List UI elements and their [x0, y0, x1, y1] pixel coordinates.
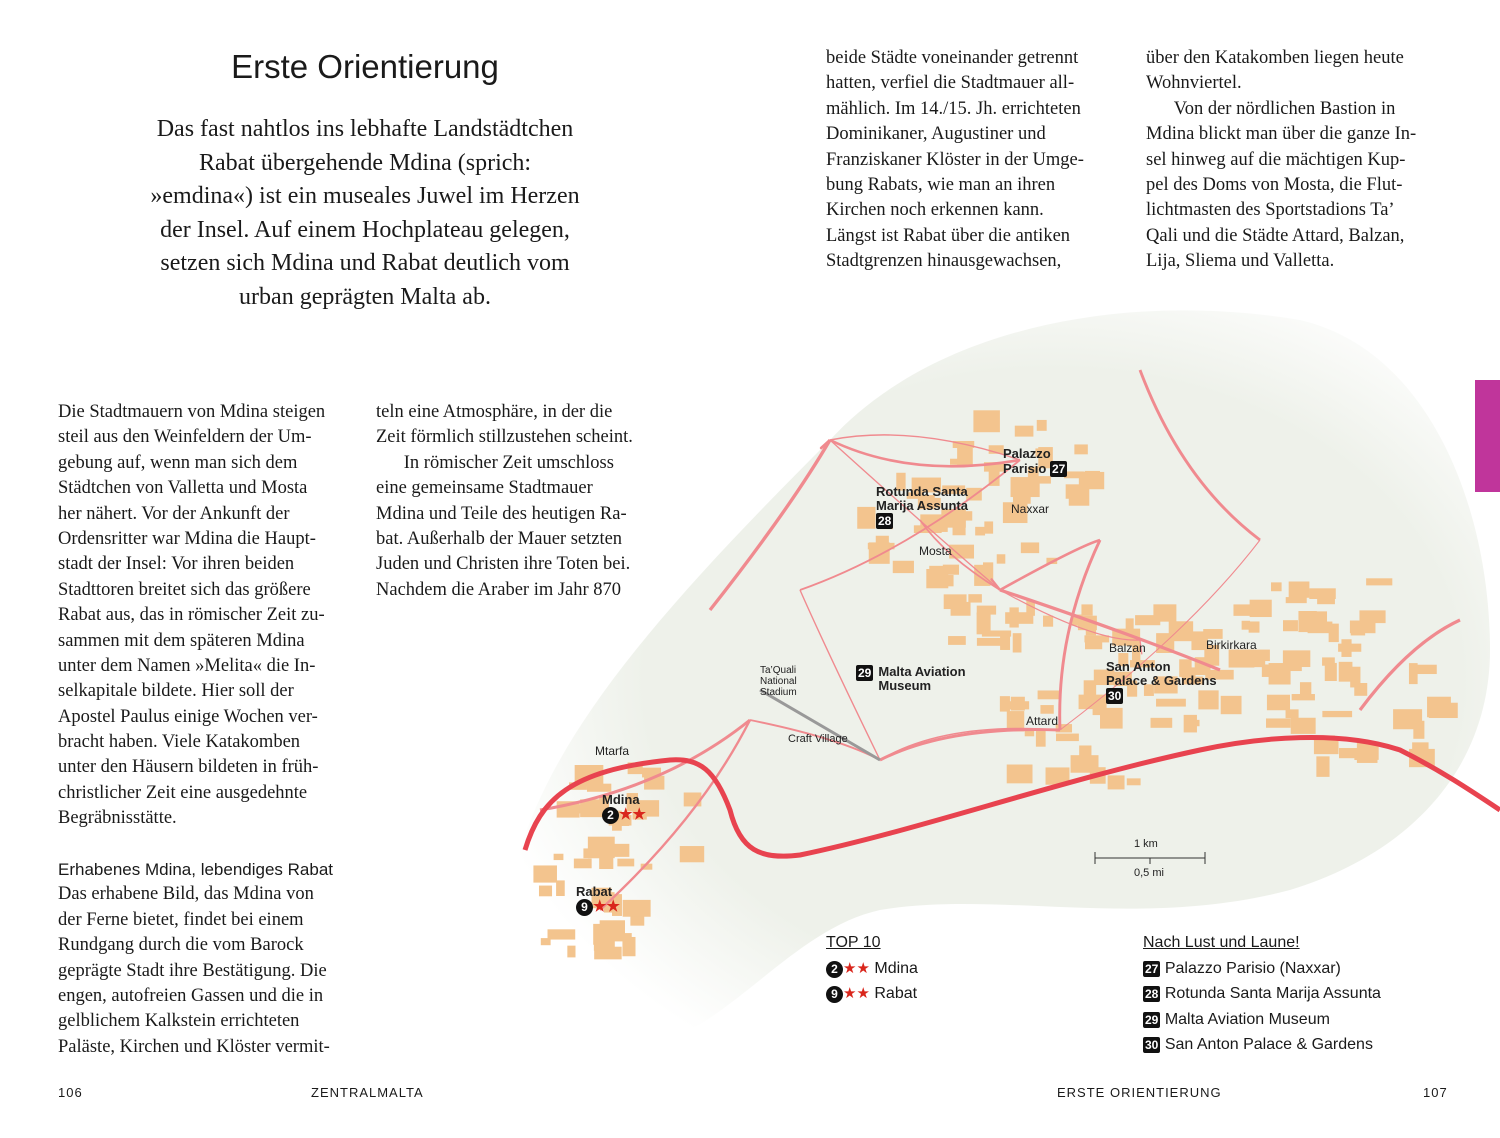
poi-number-badge: 28	[878, 514, 892, 528]
poi-name: Marija Assunta	[876, 498, 968, 513]
town-block	[594, 947, 621, 960]
text-line: sel hinweg auf die mächtigen Kup-	[1146, 149, 1406, 170]
town-block	[617, 859, 634, 867]
text-line: Begräbnisstätte.	[58, 808, 177, 829]
page-number-right: 107	[1423, 1085, 1448, 1100]
star-rating-icon: ★★	[843, 959, 870, 977]
town-block	[1269, 663, 1291, 684]
subheading: Erhabenes Mdina, lebendiges Rabat	[58, 860, 334, 880]
town-block	[1040, 705, 1053, 714]
text-line: bat. Außerhalb der Mauer setzten	[376, 528, 623, 549]
text-line: selkapitale bildete. Hier soll der	[58, 681, 294, 702]
number-badge: 30	[1145, 1038, 1159, 1052]
text-line: Das erhabene Bild, das Mdina von	[58, 884, 314, 905]
poi-name: Malta Aviation	[878, 664, 966, 679]
number-badge: 28	[1145, 987, 1159, 1001]
text-line: lichtmasten des Sportstadions Ta’	[1146, 200, 1395, 221]
section-title-left: ZENTRALMALTA	[311, 1085, 424, 1100]
text-line: Apostel Paulus einige Wochen ver-	[58, 706, 318, 727]
legend-item	[1143, 981, 1381, 1007]
town-block	[554, 854, 564, 860]
legend-label: Mdina	[874, 959, 918, 977]
place-balzan: Balzan	[1109, 641, 1146, 655]
legend-top10	[826, 930, 918, 1007]
page-number-left: 106	[58, 1085, 83, 1100]
town-block	[1093, 696, 1104, 715]
town-block	[684, 792, 702, 806]
star-rating-icon: ★★	[593, 898, 620, 915]
text-line: Mdina blickt man über die ganze In-	[1146, 124, 1417, 145]
legend-heading: Nach Lust und Laune!	[1143, 934, 1300, 951]
town-block	[533, 865, 557, 882]
text-line: In römischer Zeit umschloss	[376, 452, 614, 473]
town-block	[1085, 471, 1100, 482]
town-block	[599, 855, 613, 869]
town-block	[1366, 578, 1392, 585]
town-block	[1056, 734, 1079, 742]
text-line: eine gemeinsame Stadtmauer	[376, 478, 593, 499]
scale-km: 1 km	[1134, 838, 1158, 850]
town-block	[1267, 695, 1290, 711]
town-block	[623, 900, 651, 917]
text-line: her nähert. Vor der Ankunft der	[58, 503, 290, 524]
number-badge: 29	[1145, 1012, 1159, 1027]
town-block	[1000, 634, 1010, 650]
town-block	[1191, 720, 1199, 726]
text-line: unter den Häusern bildeten in früh-	[58, 757, 319, 778]
town-block	[541, 938, 551, 945]
town-block	[587, 784, 611, 792]
town-block	[1271, 582, 1282, 591]
star-rating-icon: ★★	[619, 806, 646, 823]
town-block	[574, 859, 592, 869]
text-line: stadt der Insel: Vor ihren beiden	[58, 554, 295, 575]
town-block	[600, 920, 625, 941]
text-line: Qali und die Städte Attard, Balzan,	[1146, 225, 1405, 246]
poi-29	[856, 665, 966, 693]
text-line: bracht haben. Viele Katakomben	[58, 732, 301, 753]
town-block	[1283, 620, 1298, 631]
place-mtarfa: Mtarfa	[595, 744, 630, 758]
town-block	[973, 410, 1000, 432]
text-line: Städtchen von Valletta und Mosta	[58, 478, 308, 499]
town-block	[1409, 663, 1418, 684]
star-rating-icon: ★★	[843, 985, 870, 1002]
page-title: Erste Orientierung	[231, 48, 499, 85]
legend-label: Rabat	[874, 985, 918, 1002]
place-naxxar: Naxxar	[1011, 502, 1050, 516]
legend-item	[1143, 1007, 1381, 1033]
text-line: Nachdem die Araber im Jahr 870	[376, 579, 622, 600]
town-block	[893, 561, 914, 573]
town-block	[944, 594, 967, 609]
town-block	[1290, 662, 1302, 671]
text-line: Die Stadtmauern von Mdina steigen	[58, 402, 326, 422]
town-block	[1036, 731, 1046, 747]
town-block	[1316, 756, 1329, 777]
text-column-4	[1146, 46, 1416, 275]
town-block	[857, 507, 875, 529]
text-line: christlicher Zeit eine ausgedehnte	[58, 782, 308, 803]
poi-number-badge: 30	[1108, 689, 1122, 703]
text-line: pel des Doms von Mosta, die Flut-	[1146, 174, 1403, 195]
poi-number-badge: 9	[576, 899, 593, 916]
poi-name: Parisio	[1003, 461, 1047, 476]
town-block	[968, 594, 981, 602]
poi-mdina	[602, 793, 646, 824]
town-block	[1015, 426, 1034, 437]
town-block	[1013, 633, 1022, 652]
town-block	[1221, 696, 1242, 714]
town-block	[1071, 755, 1099, 773]
text-line	[58, 832, 333, 857]
town-block	[588, 837, 615, 858]
text-line: Kirchen noch erkennen kann.	[826, 200, 1044, 221]
town-block	[1084, 680, 1096, 696]
town-block	[1322, 711, 1352, 717]
town-block	[1291, 718, 1316, 734]
text-line: Paläste, Kirchen und Klöster vermit-	[58, 1036, 330, 1057]
text-line: engen, autofreien Gassen und die in	[58, 985, 324, 1006]
town-block	[984, 521, 993, 533]
town-block	[548, 929, 576, 939]
town-block	[1084, 635, 1109, 642]
town-block	[1286, 597, 1307, 603]
town-block	[1074, 444, 1087, 454]
stadium-line: Stadium	[760, 687, 797, 698]
town-block	[1289, 581, 1310, 597]
legend-item	[826, 956, 918, 982]
town-block	[680, 846, 704, 862]
text-line: hatten, verfiel die Stadtmauer all-	[826, 73, 1075, 94]
town-block	[997, 554, 1006, 563]
text-line: Lija, Sliema und Valletta.	[1146, 251, 1335, 272]
legend-lust	[1143, 930, 1381, 1058]
text-line: über den Katakomben liegen heute	[1146, 48, 1404, 68]
town-block	[975, 527, 985, 536]
town-block	[1292, 694, 1315, 700]
town-block	[1127, 778, 1141, 785]
place-attard: Attard	[1026, 714, 1059, 728]
town-block	[1069, 485, 1090, 506]
text-line: sammen mit dem späteren Mdina	[58, 630, 305, 651]
town-block	[1004, 701, 1030, 709]
town-block	[948, 636, 966, 645]
text-line: Stadtgrenzen hinausgewachsen,	[826, 251, 1062, 272]
town-block	[1038, 690, 1061, 699]
scale-mi: 0,5 mi	[1134, 867, 1164, 879]
town-block	[941, 575, 953, 586]
poi-mdina-name: Mdina	[602, 792, 640, 807]
town-block	[1354, 683, 1367, 696]
town-block	[1086, 623, 1096, 636]
intro-line: setzen sich Mdina und Rabat deutlich vom	[160, 250, 570, 276]
town-block	[1007, 765, 1033, 784]
town-block	[1081, 604, 1092, 615]
legend-label: San Anton Palace & Gardens	[1164, 1036, 1373, 1053]
text-line: geprägte Stadt ihre Bestätigung. Die	[58, 960, 327, 981]
intro-text	[100, 113, 630, 314]
place-stadium	[760, 665, 797, 698]
text-line: Von der nördlichen Bastion in	[1146, 98, 1396, 119]
poi-name: Palace & Gardens	[1106, 673, 1217, 688]
intro-line: Rabat übergehende Mdina (sprich:	[198, 149, 532, 176]
poi-number-badge: 2	[602, 807, 619, 824]
text-column-3	[826, 46, 1084, 275]
poi-name: Museum	[878, 678, 932, 693]
text-line: Wohnviertel.	[1146, 73, 1242, 94]
town-block	[1229, 650, 1255, 668]
poi-28	[876, 485, 968, 529]
text-line: gelblichem Kalkstein errichteten	[58, 1011, 300, 1032]
text-line: unter dem Namen »Melita« die In-	[58, 655, 316, 676]
town-block	[1151, 718, 1173, 728]
town-block	[1339, 748, 1363, 758]
legend-label: Malta Aviation Museum	[1164, 1010, 1330, 1028]
town-block	[567, 946, 575, 958]
text-column-1	[58, 400, 333, 1060]
legend-item	[1143, 1032, 1381, 1058]
town-block	[556, 880, 565, 896]
town-block	[1359, 610, 1385, 623]
legend-item	[1143, 956, 1381, 982]
intro-line: urban geprägten Malta ab.	[239, 283, 491, 310]
stadium-line: Ta’Quali	[760, 665, 797, 676]
number-badge: 9	[826, 986, 843, 1003]
text-line: bung Rabats, wie man an ihren	[826, 174, 1056, 195]
place-craft-village: Craft Village	[788, 733, 848, 745]
poi-name: Rotunda Santa	[876, 484, 968, 499]
text-line: gebung auf, wenn man sich dem	[58, 452, 298, 473]
text-line: Dominikaner, Augustiner und	[826, 124, 1046, 145]
number-badge: 27	[1145, 961, 1159, 976]
town-block	[1135, 615, 1160, 625]
town-block	[950, 459, 968, 465]
text-line: Franziskaner Klöster in der Umge-	[826, 149, 1084, 170]
town-block	[1043, 616, 1053, 627]
town-block	[1037, 420, 1047, 431]
town-block	[1338, 644, 1361, 652]
text-line: Rundgang durch die vom Barock	[58, 935, 304, 956]
town-block	[977, 606, 996, 615]
legend-label: Rotunda Santa Marija Assunta	[1164, 985, 1381, 1002]
place-birkirkara: Birkirkara	[1206, 638, 1257, 652]
chapter-tab	[1475, 380, 1500, 492]
town-block	[1413, 721, 1424, 739]
text-line: mählich. Im 14./15. Jh. errichteten	[826, 98, 1081, 119]
stadium-line: National	[760, 676, 797, 687]
text-line: der Ferne bietet, findet bei einem	[58, 909, 304, 930]
text-line: teln eine Atmosphäre, in der die	[376, 402, 613, 422]
text-line: Rabat aus, das in römischer Zeit zu-	[58, 605, 325, 626]
legend-label: Palazzo Parisio (Naxxar)	[1164, 959, 1341, 977]
poi-number-badge: 27	[1051, 462, 1066, 476]
intro-line: der Insel. Auf einem Hochplateau gelegen,	[160, 216, 570, 243]
poi-rabat-name: Rabat	[576, 884, 613, 899]
intro-line: »emdina«) ist ein museales Juwel im Herzen	[150, 183, 580, 209]
intro-line: Das fast nahtlos ins lebhafte Landstädtchen	[156, 116, 574, 142]
poi-name: San Anton	[1106, 659, 1171, 674]
town-block	[1249, 621, 1260, 632]
section-title-right: ERSTE ORIENTIERUNG	[1057, 1085, 1222, 1100]
text-line: steil aus den Weinfeldern der Um-	[58, 427, 312, 448]
poi-30	[1106, 660, 1217, 704]
town-block	[869, 542, 890, 563]
poi-name: Palazzo	[1003, 446, 1051, 461]
town-block	[1169, 621, 1193, 641]
town-block	[1317, 595, 1335, 604]
town-block	[539, 886, 552, 897]
poi-number-badge: 29	[858, 666, 872, 680]
town-block	[1339, 662, 1353, 682]
text-line: Längst ist Rabat über die antiken	[826, 225, 1071, 246]
town-block	[1021, 542, 1039, 553]
town-block	[1329, 624, 1339, 642]
text-line: Stadttoren breitet sich das größere	[58, 579, 311, 600]
town-block	[929, 566, 952, 574]
poi-27	[1003, 447, 1067, 477]
town-block	[1108, 775, 1125, 789]
legend-heading: TOP 10	[826, 934, 881, 951]
town-block	[1325, 663, 1337, 681]
text-line: Mdina und Teile des heutigen Ra-	[376, 503, 627, 524]
town-block	[1250, 600, 1272, 617]
town-block	[1298, 611, 1316, 632]
poi-rabat	[576, 885, 620, 916]
town-block	[1429, 703, 1458, 718]
legend-item	[826, 981, 918, 1007]
town-block	[1266, 718, 1291, 727]
number-badge: 2	[826, 961, 843, 978]
place-mosta: Mosta	[919, 544, 952, 558]
text-line: beide Städte voneinander getrennt	[826, 48, 1079, 68]
text-line: Zeit förmlich stillzustehen scheint.	[376, 427, 633, 448]
town-block	[1365, 744, 1379, 759]
text-line: Ordensritter war Mdina die Haupt-	[58, 528, 316, 549]
town-block	[1011, 477, 1040, 497]
text-line: Juden und Christen ihre Toten bei.	[376, 554, 631, 575]
town-block	[1286, 709, 1299, 718]
